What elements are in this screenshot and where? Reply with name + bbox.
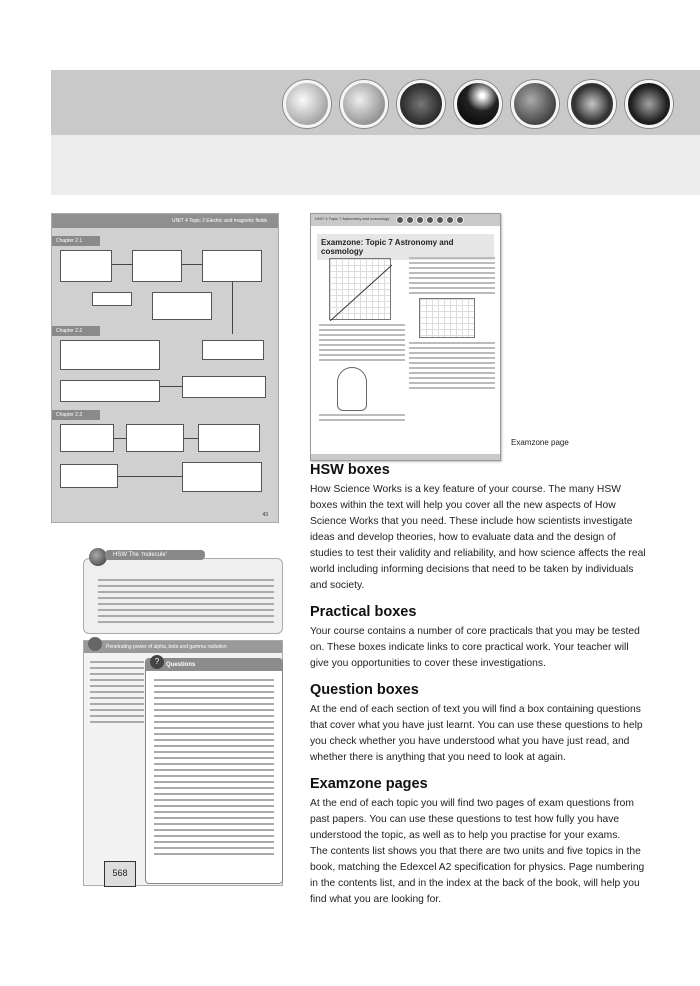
topic-image-5	[511, 80, 559, 128]
flow-box	[60, 250, 112, 282]
section-body: At the end of each section of text you will find a box containing questions that cover what you have just learnt. You can use these questions to help you check whether you have understood what you have just read, and whether there is anything that you need to look at again.	[310, 704, 643, 763]
examzone-graph	[329, 258, 391, 320]
flow-section-label: Chapter 2.2	[52, 326, 100, 336]
banner-strip	[51, 70, 700, 135]
flow-box	[202, 250, 262, 282]
examzone-topic-dots	[396, 216, 464, 224]
examzone-page-thumbnail	[310, 213, 501, 461]
examzone-left-column	[319, 254, 405, 424]
hsw-page-thumbnail	[83, 546, 283, 886]
examzone-right-column	[409, 254, 495, 392]
examzone-title: Examzone: Topic 7 Astronomy and cosmology	[317, 234, 494, 260]
questions-head: Questions	[146, 659, 282, 671]
flow-box	[152, 292, 212, 320]
flow-connector	[160, 386, 182, 387]
topic-image-row	[283, 80, 673, 128]
examzone-diagram	[337, 367, 367, 411]
counter-display: 568	[104, 861, 136, 887]
topic-image-1	[283, 80, 331, 128]
flow-connector	[184, 438, 198, 439]
examzone-footer	[311, 454, 500, 460]
section-heading: Question boxes	[310, 682, 419, 698]
flow-page-number: 43	[262, 512, 268, 518]
section-body: Your course contains a number of core practicals that you may be tested on. These boxes indicate links to core practical work. Your teacher will give you opportunities to cover these investigations.	[310, 626, 640, 669]
flow-box	[182, 376, 266, 398]
flow-page-header: UNIT 4 Topic 2 Electric and magnetic fields	[52, 214, 278, 228]
feature-descriptions	[310, 462, 650, 918]
banner-band	[51, 135, 700, 195]
hsw-tab: HSW The 'molecule'	[105, 550, 205, 560]
flow-box	[60, 380, 160, 402]
hsw-box	[83, 558, 283, 634]
flow-connector	[118, 476, 182, 477]
section-body-2: The contents list shows you that there are two units and five topics in the book, matching the Edexcel A2 specification for physics. Page numbering in the contents list, and in the index at the back of the book, will help you find what you are looking for.	[310, 846, 645, 905]
examzone-strip: UNIT 4 Topic 7 Astronomy and cosmology	[311, 214, 500, 226]
flow-connector	[114, 438, 126, 439]
section-heading: Practical boxes	[310, 604, 417, 620]
practical-head: Penetrating power of alpha, beta and gamma radiation	[84, 641, 282, 653]
flow-box	[60, 424, 114, 452]
flow-box	[182, 462, 262, 492]
flow-box	[198, 424, 260, 452]
section-heading: Examzone pages	[310, 776, 428, 792]
section-examzone-pages	[310, 776, 650, 908]
lamp-icon	[88, 637, 102, 651]
flow-box	[60, 340, 160, 370]
section-heading: HSW boxes	[310, 462, 390, 478]
topic-image-6	[568, 80, 616, 128]
flow-box	[202, 340, 264, 360]
topic-image-2	[340, 80, 388, 128]
examzone-graph-2	[419, 298, 475, 338]
practical-text-lines	[90, 661, 144, 727]
flow-section-label: Chapter 2.3	[52, 410, 100, 420]
flow-section-label: Chapter 2.1	[52, 236, 100, 246]
flow-connector	[112, 264, 132, 265]
section-practical-boxes	[310, 604, 650, 672]
section-body: At the end of each topic you will find two pages of exam questions from past papers. You can use these questions to test how fully you have understood the topic, as well as to help you practise for your exams.	[310, 798, 634, 841]
section-body: How Science Works is a key feature of your course. The many HSW boxes within the text will help you cover all the new aspects of How Science Works that you need. These include how scientists investigate ideas and develop theories, how to evaluate data and the design of studies to test their validity and reliability, and how science affects the real world including informing decisions that need to be taken by individuals and society.	[310, 484, 646, 591]
header-banner	[51, 70, 700, 195]
flow-connector	[182, 264, 202, 265]
flowchart-page-thumbnail	[51, 213, 279, 523]
questions-box	[145, 658, 283, 884]
question-mark-icon: ?	[150, 655, 164, 669]
flow-box	[126, 424, 184, 452]
examzone-caption: Examzone page	[511, 438, 569, 447]
questions-text-lines	[154, 679, 274, 859]
flow-connector	[232, 282, 233, 334]
section-hsw-boxes	[310, 462, 650, 594]
section-question-boxes	[310, 682, 650, 766]
topic-image-7	[625, 80, 673, 128]
topic-image-3	[397, 80, 445, 128]
flow-box	[132, 250, 182, 282]
flow-box	[92, 292, 132, 306]
flow-box	[60, 464, 118, 488]
topic-image-4	[454, 80, 502, 128]
hsw-text-lines	[98, 579, 274, 627]
